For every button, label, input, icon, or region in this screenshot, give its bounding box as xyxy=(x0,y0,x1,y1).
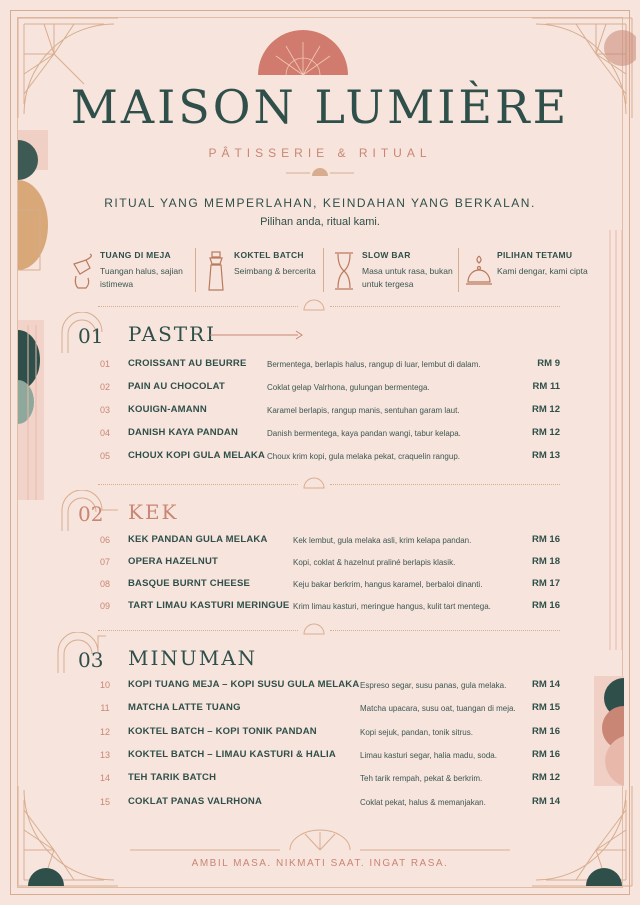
item-name: KOPI TUANG MEJA – KOPI SUSU GULA MELAKA xyxy=(128,679,360,690)
footer-ornament xyxy=(130,828,510,854)
section-title-kek: KEK xyxy=(128,500,179,524)
item-name: BASQUE BURNT CHEESE xyxy=(128,578,251,589)
section-divider xyxy=(330,484,560,486)
menu-item xyxy=(98,579,568,595)
menu-item xyxy=(98,451,568,467)
cocktail-shaker-icon xyxy=(202,250,230,292)
item-name: KOUIGN-AMANN xyxy=(128,404,207,415)
item-price: RM 14 xyxy=(532,679,560,690)
footer-slogan: AMBIL MASA. NIKMATI SAAT. INGAT RASA. xyxy=(191,858,449,869)
tagline-sub: Pilihan anda, ritual kami. xyxy=(260,216,380,228)
menu-item xyxy=(98,557,568,573)
menu-item xyxy=(98,535,568,551)
item-name: KEK PANDAN GULA MELAKA xyxy=(128,534,268,545)
hourglass-icon xyxy=(330,250,358,292)
item-number: 10 xyxy=(99,680,110,690)
item-price: RM 17 xyxy=(532,578,560,589)
feature-desc: Seimbang & bercerita xyxy=(234,266,316,276)
feature-title: PILIHAN TETAMU xyxy=(497,250,573,260)
feature-title: KOKTEL BATCH xyxy=(234,250,304,260)
item-name: CROISSANT AU BEURRE xyxy=(128,358,247,369)
feature-title: SLOW BAR xyxy=(362,250,411,260)
section-divider xyxy=(98,630,298,632)
item-name: CHOUX KOPI GULA MELAKA xyxy=(128,450,266,461)
section-number: 01 xyxy=(78,324,104,348)
item-name: OPERA HAZELNUT xyxy=(128,556,219,567)
item-name: DANISH KAYA PANDAN xyxy=(128,427,239,438)
item-desc: Danish bermentega, kaya pandan wangi, tabur kelapa. xyxy=(267,429,461,438)
tagline: RITUAL YANG MEMPERLAHAN, KEINDAHAN YANG BERKALAN. xyxy=(104,196,536,210)
menu-item xyxy=(98,601,568,617)
section-title-pastri: PASTRI xyxy=(128,322,217,346)
item-desc: Teh tarik rempah, pekat & berkrim. xyxy=(360,774,483,783)
section-title-minuman: MINUMAN xyxy=(128,646,258,670)
item-number: 02 xyxy=(99,382,110,392)
item-name: TEH TARIK BATCH xyxy=(128,772,217,783)
menu-item xyxy=(98,750,568,766)
item-price: RM 16 xyxy=(532,534,560,545)
divider-fan-icon xyxy=(302,299,326,311)
item-name: KOKTEL BATCH – LIMAU KASTURI & HALIA xyxy=(128,749,336,760)
item-number: 03 xyxy=(99,405,110,415)
menu-item xyxy=(98,727,568,743)
item-desc: Kek lembut, gula melaka asli, krim kelapa pandan. xyxy=(293,536,472,545)
divider-fan-icon xyxy=(302,623,326,635)
section-divider xyxy=(98,484,298,486)
item-desc: Coklat pekat, halus & memanjakan. xyxy=(360,798,486,807)
left-geometric-decoration xyxy=(18,130,58,510)
feature-desc: Masa untuk rasa, bukan untuk tergesa xyxy=(362,266,453,289)
item-desc: Limau kasturi segar, halia madu, soda. xyxy=(360,751,497,760)
item-name: COKLAT PANAS VALRHONA xyxy=(128,796,263,807)
item-price: RM 16 xyxy=(532,600,560,611)
item-number: 07 xyxy=(99,557,110,567)
item-number: 08 xyxy=(99,579,110,589)
section-arrow xyxy=(210,330,304,340)
menu-item xyxy=(98,359,568,375)
menu-item xyxy=(98,382,568,398)
feature-slow-bar xyxy=(330,248,460,298)
feature-desc: Kami dengar, kami cipta xyxy=(497,266,588,276)
right-lower-shapes xyxy=(584,676,624,786)
item-number: 05 xyxy=(99,451,110,461)
item-number: 06 xyxy=(99,535,110,545)
item-desc: Bermentega, berlapis halus, rangup di luar, lembut di dalam. xyxy=(267,360,481,369)
cloche-icon xyxy=(465,250,493,292)
item-price: RM 18 xyxy=(532,556,560,567)
item-desc: Karamel berlapis, rangup manis, sentuhan garam laut. xyxy=(267,406,460,415)
item-desc: Espreso segar, susu panas, gula melaka. xyxy=(360,681,507,690)
item-desc: Krim limau kasturi, meringue hangus, kulit tart mentega. xyxy=(293,602,491,611)
item-number: 15 xyxy=(99,797,110,807)
feature-divider xyxy=(323,248,324,292)
feature-pilihan-tetamu xyxy=(465,248,600,298)
item-price: RM 13 xyxy=(532,450,560,461)
item-number: 13 xyxy=(99,750,110,760)
item-desc: Choux krim kopi, gula melaka pekat, craquelin rangup. xyxy=(267,452,460,461)
restaurant-subtitle: PÂTISSERIE & RITUAL xyxy=(208,146,432,160)
section-divider xyxy=(330,306,560,308)
divider-fan-icon xyxy=(302,477,326,489)
item-price: RM 11 xyxy=(532,381,560,392)
item-price: RM 12 xyxy=(532,427,560,438)
item-price: RM 15 xyxy=(532,702,560,713)
feature-divider xyxy=(195,248,196,292)
restaurant-title: MAISON LUMIÈRE xyxy=(70,80,570,134)
subtitle-ornament xyxy=(286,166,354,180)
section-divider xyxy=(98,306,298,308)
item-name: TART LIMAU KASTURI MERINGUE xyxy=(128,600,290,611)
menu-item xyxy=(98,405,568,421)
pour-kettle-icon xyxy=(68,250,96,292)
item-desc: Kopi sejuk, pandan, tonik sitrus. xyxy=(360,728,473,737)
item-number: 09 xyxy=(99,601,110,611)
item-name: KOKTEL BATCH – KOPI TONIK PANDAN xyxy=(128,726,317,737)
feature-title: TUANG DI MEJA xyxy=(100,250,171,260)
feature-desc: Tuangan halus, sajian istimewa xyxy=(100,266,183,289)
item-name: MATCHA LATTE TUANG xyxy=(128,702,241,713)
item-price: RM 12 xyxy=(532,404,560,415)
item-number: 11 xyxy=(100,703,110,713)
item-name: PAIN AU CHOCOLAT xyxy=(128,381,225,392)
menu-item xyxy=(98,703,568,719)
top-arch-emblem xyxy=(256,30,350,76)
item-number: 01 xyxy=(99,359,110,369)
item-desc: Kopi, coklat & hazelnut praliné berlapis klasik. xyxy=(293,558,456,567)
section-divider xyxy=(330,630,560,632)
item-desc: Keju bakar berkrim, hangus karamel, berbaloi dinanti. xyxy=(293,580,483,589)
item-number: 14 xyxy=(99,773,110,783)
item-price: RM 14 xyxy=(532,796,560,807)
item-number: 12 xyxy=(99,727,110,737)
item-price: RM 12 xyxy=(532,772,560,783)
item-desc: Coklat gelap Valrhona, gulungan bermentega. xyxy=(267,383,430,392)
menu-item xyxy=(98,773,568,789)
menu-item xyxy=(98,428,568,444)
item-price: RM 9 xyxy=(537,358,560,369)
menu-item xyxy=(98,797,568,813)
item-desc: Matcha upacara, susu oat, tuangan di meja. xyxy=(360,704,516,713)
feature-tuang-di-meja xyxy=(68,248,198,298)
feature-divider xyxy=(458,248,459,292)
section-number: 03 xyxy=(78,648,104,672)
section-number: 02 xyxy=(78,502,104,526)
right-geometric-decoration xyxy=(596,110,626,670)
feature-koktel-batch xyxy=(202,248,332,298)
item-price: RM 16 xyxy=(532,749,560,760)
menu-item xyxy=(98,680,568,696)
item-number: 04 xyxy=(99,428,110,438)
item-price: RM 16 xyxy=(532,726,560,737)
